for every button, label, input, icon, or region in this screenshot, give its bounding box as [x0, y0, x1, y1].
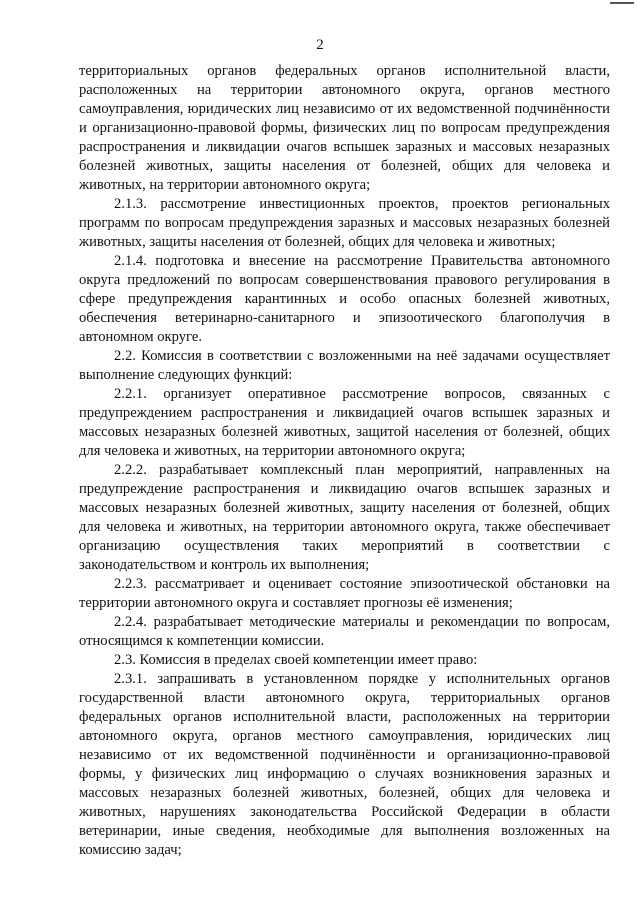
- corner-scan-mark: [610, 2, 634, 4]
- paragraph-2-2-2: 2.2.2. разрабатывает комплексный план мероприятий, направленных на предупреждение распространения и ликвидацию очагов вспышек заразных и массовых незаразных болезней животных, защиту населения от болезней, общих для человека и животных, на территории автономного округа, также обеспечивает организацию осуществления таких мероприятий в соответствии с законодательством и контроль их выполнения;: [79, 462, 610, 573]
- document-body: [79, 62, 610, 860]
- paragraph-2-3: 2.3. Комиссия в пределах своей компетенции имеет право:: [114, 652, 478, 668]
- paragraph-2-2-3: 2.2.3. рассматривает и оценивает состояние эпизоотической обстановки на территории автономного округа и составляет прогнозы её изменения;: [79, 576, 610, 611]
- paragraph-2-1-3: 2.1.3. рассмотрение инвестиционных проектов, проектов региональных программ по вопросам предупреждения заразных и массовых незаразных болезней животных, защиты населения от болезней, общих для человека и животных;: [79, 196, 610, 250]
- paragraph-2-2-1: 2.2.1. организует оперативное рассмотрение вопросов, связанных с предупреждением распространения и ликвидацией очагов вспышек заразных и массовых незаразных болезней животных, защитой населения от болезней, общих для человека и животных, на территории автономного округа;: [79, 386, 610, 459]
- page-number: 2: [316, 37, 324, 53]
- paragraph-continuation: территориальных органов федеральных органов исполнительной власти, расположенных на территории автономного округа, органов местного самоуправления, юридических лиц независимо от их ведомственной подчинённости и организационно-правовой формы, физических лиц по вопросам предупреждения распространения и ликвидации очагов вспышек заразных и массовых незаразных болезней животных, защиты населения от болезней, общих для человека и животных, на территории автономного округа;: [79, 63, 610, 193]
- paragraph-2-3-1: 2.3.1. запрашивать в установленном порядке у исполнительных органов государственной власти автономного округа, территориальных органов федеральных органов исполнительной власти, расположенных на территории автономного округа, органов местного самоуправления, юридических лиц независимо от их ведомственной подчинённости и организационно-правовой формы, у физических лиц информацию о случаях возникновения заразных и массовых незаразных болезней животных, болезней, общих для человека и животных, нарушениях законодательства Российской Федерации в области ветеринарии, иные сведения, необходимые для выполнения возложенных на комиссию задач;: [79, 671, 610, 858]
- paragraph-2-1-4: 2.1.4. подготовка и внесение на рассмотрение Правительства автономного округа предложений по вопросам совершенствования правового регулирования в сфере предупреждения карантинных и особо опасных болезней животных, обеспечения ветеринарно-санитарного и эпизоотического благополучия в автономном округе.: [79, 253, 610, 345]
- paragraph-2-2: 2.2. Комиссия в соответствии с возложенными на неё задачами осуществляет выполнение следующих функций:: [79, 348, 610, 383]
- paragraph-2-2-4: 2.2.4. разрабатывает методические материалы и рекомендации по вопросам, относящимся к компетенции комиссии.: [79, 614, 610, 649]
